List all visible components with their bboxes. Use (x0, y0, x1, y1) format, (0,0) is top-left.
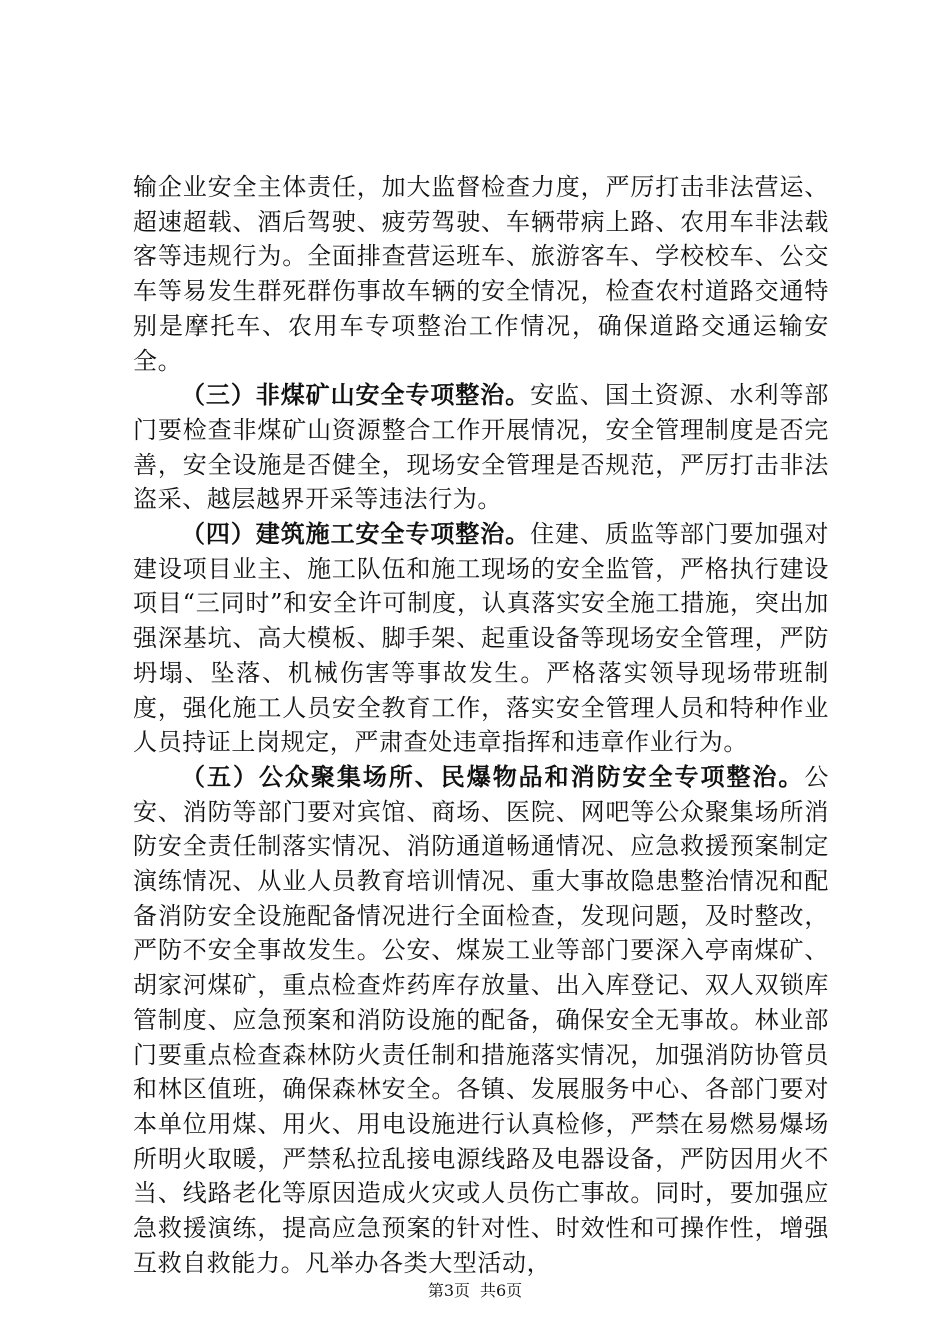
paragraph-continuation (133, 170, 829, 378)
paragraph-section-4 (133, 517, 829, 760)
paragraph-section-5 (133, 760, 829, 1281)
paragraph-text: 输企业安全主体责任，加大监督检查力度，严厉打击非法营运、超速超载、酒后驾驶、疲劳驾驶、车辆带病上路、农用车非法载客等违规行为。全面排查营运班车、旅游客车、学校校车、公交车等易发生群死群伤事故车辆的安全情况，检查农村道路交通特别是摩托车、农用车专项整治工作情况，确保道路交通运输安全。 (133, 173, 829, 375)
page-footer (0, 1278, 950, 1301)
paragraph-text: 安监、国土资源、水利等部门要检查非煤矿山资源整合工作开展情况，安全管理制度是否完善，安全设施是否健全，现场安全管理是否规范，严厉打击非法盗采、越层越界开采等违法行为。 (133, 381, 830, 514)
document-body (133, 170, 829, 1281)
section-heading: （五）公众聚集场所、民爆物品和消防安全专项整治。 (181, 762, 805, 791)
total-pages: 共6页 (480, 1281, 523, 1300)
section-heading: （三）非煤矿山安全专项整治。 (181, 381, 531, 410)
section-heading: （四）建筑施工安全专项整治。 (181, 520, 531, 549)
paragraph-text: 公安、消防等部门要对宾馆、商场、医院、网吧等公众聚集场所消防安全责任制落实情况、消防通道畅通情况、应急救援预案制定演练情况、从业人员教育培训情况、重大事故隐患整治情况和配备消防安全设施配备情况进行全面检查，发现问题，及时整改，严防不安全事故发生。公安、煤炭工业等部门要深入亭南煤矿、胡家河煤矿，重点检查炸药库存放量、出入库登记、双人双锁库管制度、应急预案和消防设施的配备，确保安全无事故。林业部门要重点检查森林防火责任制和措施落实情况，加强消防协管员和林区值班，确保森林安全。各镇、发展服务中心、各部门要对本单位用煤、用火、用电设施进行认真检修，严禁在易燃易爆场所明火取暖，严禁私拉乱接电源线路及电器设备，严防因用火不当、线路老化等原因造成火灾或人员伤亡事故。同时，要加强应急救援演练，提高应急预案的针对性、时效性和可操作性，增强互救自救能力。凡举办各类大型活动， (133, 762, 829, 1277)
page-number: 第3页 (427, 1281, 470, 1300)
paragraph-text: 住建、质监等部门要加强对建设项目业主、施工队伍和施工现场的安全监管，严格执行建设项目“三同时”和安全许可制度，认真落实安全施工措施，突出加强深基坑、高大模板、脚手架、起重设备等现场安全管理，严防坍塌、坠落、机械伤害等事故发生。严格落实领导现场带班制度，强化施工人员安全教育工作，落实安全管理人员和特种作业人员持证上岗规定，严肃查处违章指挥和违章作业行为。 (133, 520, 830, 757)
paragraph-section-3 (133, 378, 829, 517)
